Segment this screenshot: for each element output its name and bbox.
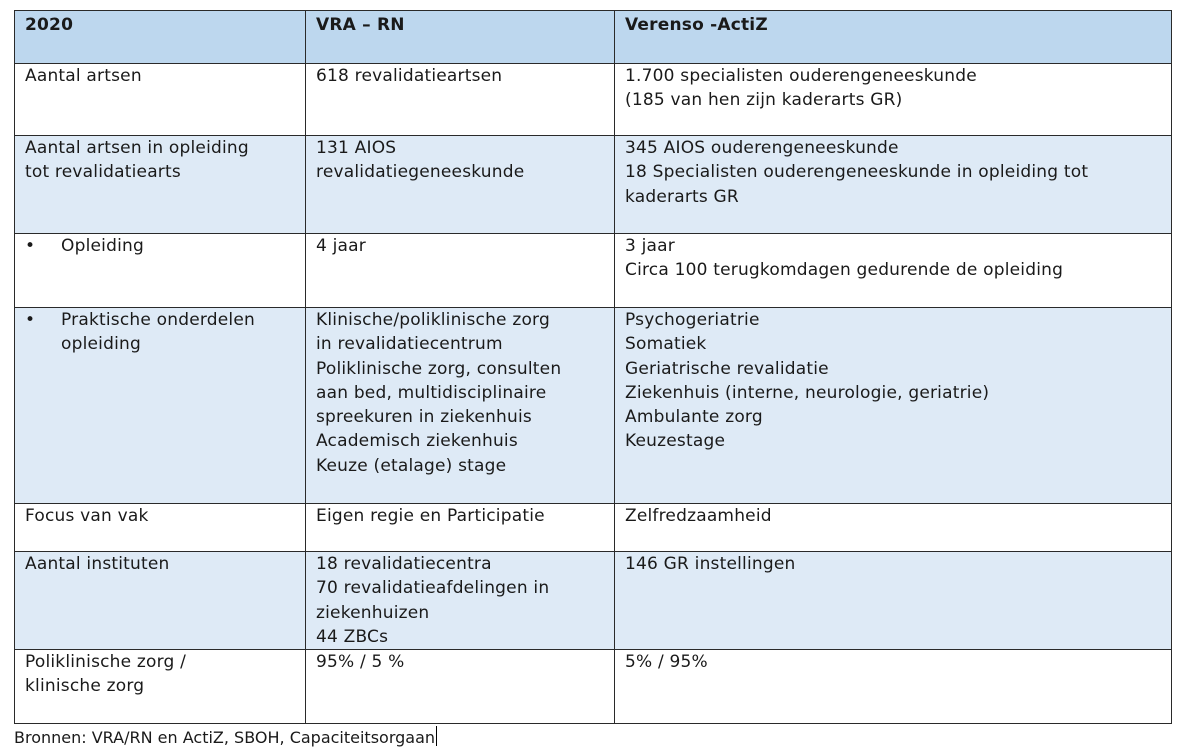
verenso-actiz-cell xyxy=(615,136,1172,234)
cell-text-line: Opleiding xyxy=(61,236,144,256)
cell-text-line: Academisch ziekenhuis xyxy=(316,431,518,452)
cell-text-line: Ambulante zorg xyxy=(625,407,763,428)
vra-rn-cell xyxy=(306,650,615,724)
header-vra-rn: VRA – RN xyxy=(306,11,615,64)
cell-text-line: revalidatiegeneeskunde xyxy=(316,162,525,183)
table-row xyxy=(15,650,1172,724)
text-cursor xyxy=(436,726,437,746)
sources-note xyxy=(14,726,437,750)
bulleted-label xyxy=(25,308,297,357)
table-body xyxy=(15,64,1172,724)
row-label-cell xyxy=(15,64,306,136)
cell-text-line: 5% / 95% xyxy=(625,652,708,673)
cell-text-line: 70 revalidatieafdelingen in xyxy=(316,578,550,599)
table-row xyxy=(15,234,1172,308)
row-label-cell xyxy=(15,504,306,552)
cell-text-line: Focus van vak xyxy=(25,506,149,526)
cell-text-line: Keuzestage xyxy=(625,431,726,452)
cell-text-line: ziekenhuizen xyxy=(316,602,430,623)
vra-rn-cell xyxy=(306,504,615,552)
cell-text-line: 618 revalidatieartsen xyxy=(316,66,503,86)
row-label-cell xyxy=(15,234,306,308)
bullet-marker: • xyxy=(25,310,36,330)
vra-rn-cell xyxy=(306,308,615,504)
header-verenso-actiz: Verenso -ActiZ xyxy=(615,11,1172,64)
verenso-actiz-cell xyxy=(615,552,1172,650)
cell-text-line: Poliklinische zorg / xyxy=(25,652,187,673)
vra-rn-cell xyxy=(306,136,615,234)
bullet-marker: • xyxy=(25,236,36,256)
cell-text-line: Keuze (etalage) stage xyxy=(316,455,507,476)
cell-text-line: Klinische/poliklinische zorg xyxy=(316,310,550,330)
verenso-actiz-cell xyxy=(615,308,1172,504)
cell-text-line: Poliklinische zorg, consulten xyxy=(316,358,562,379)
cell-text-line: Ziekenhuis (interne, neurologie, geriatrie) xyxy=(625,382,990,403)
cell-text-line: 1.700 specialisten ouderengeneeskunde xyxy=(625,66,977,86)
bulleted-label xyxy=(25,234,297,258)
verenso-actiz-cell xyxy=(615,504,1172,552)
table-row xyxy=(15,308,1172,504)
cell-text-line: Aantal artsen xyxy=(25,66,142,86)
cell-text-line: (185 van hen zijn kaderarts GR) xyxy=(625,90,903,111)
cell-text-line: opleiding xyxy=(61,334,141,355)
cell-text-line: Psychogeriatrie xyxy=(625,310,760,330)
comparison-table xyxy=(14,10,1172,724)
cell-text-line: 4 jaar xyxy=(316,236,366,256)
cell-text-line: klinische zorg xyxy=(25,676,145,697)
row-label-cell xyxy=(15,650,306,724)
cell-text-line: Geriatrische revalidatie xyxy=(625,358,829,379)
sources-text: Bronnen: VRA/RN en ActiZ, SBOH, Capaciteitsorgaan xyxy=(14,728,436,747)
cell-text-line: 18 revalidatiecentra xyxy=(316,554,492,574)
cell-text-line: 44 ZBCs xyxy=(316,626,389,647)
bullet-label-text xyxy=(61,308,255,357)
cell-text-line: in revalidatiecentrum xyxy=(316,334,503,355)
cell-text-line: Aantal artsen in opleiding xyxy=(25,138,249,158)
cell-text-line: 131 AIOS xyxy=(316,138,397,158)
table-row xyxy=(15,64,1172,136)
row-label-cell xyxy=(15,552,306,650)
table-row xyxy=(15,504,1172,552)
vra-rn-cell xyxy=(306,64,615,136)
row-label-cell xyxy=(15,308,306,504)
cell-text-line: aan bed, multidisciplinaire xyxy=(316,382,547,403)
cell-text-line: Eigen regie en Participatie xyxy=(316,506,545,526)
table-header-row xyxy=(15,11,1172,64)
cell-text-line: tot revalidatiearts xyxy=(25,162,181,183)
cell-text-line: Circa 100 terugkomdagen gedurende de opleiding xyxy=(625,260,1064,281)
cell-text-line: Praktische onderdelen xyxy=(61,310,255,330)
cell-text-line: kaderarts GR xyxy=(625,186,739,207)
cell-text-line: 345 AIOS ouderengeneeskunde xyxy=(625,138,899,158)
vra-rn-cell xyxy=(306,234,615,308)
verenso-actiz-cell xyxy=(615,650,1172,724)
row-label-cell xyxy=(15,136,306,234)
table-row xyxy=(15,136,1172,234)
cell-text-line: Zelfredzaamheid xyxy=(625,506,772,526)
cell-text-line: spreekuren in ziekenhuis xyxy=(316,407,532,428)
cell-text-line: 95% / 5 % xyxy=(316,652,405,673)
header-year: 2020 xyxy=(15,11,306,64)
verenso-actiz-cell xyxy=(615,64,1172,136)
cell-text-line: 18 Specialisten ouderengeneeskunde in opleiding tot xyxy=(625,162,1089,183)
bullet-label-text xyxy=(61,234,144,258)
cell-text-line: Aantal instituten xyxy=(25,554,170,574)
cell-text-line: 146 GR instellingen xyxy=(625,554,796,574)
cell-text-line: Somatiek xyxy=(625,334,707,355)
verenso-actiz-cell xyxy=(615,234,1172,308)
cell-text-line: 3 jaar xyxy=(625,236,675,256)
table-row xyxy=(15,552,1172,650)
vra-rn-cell xyxy=(306,552,615,650)
